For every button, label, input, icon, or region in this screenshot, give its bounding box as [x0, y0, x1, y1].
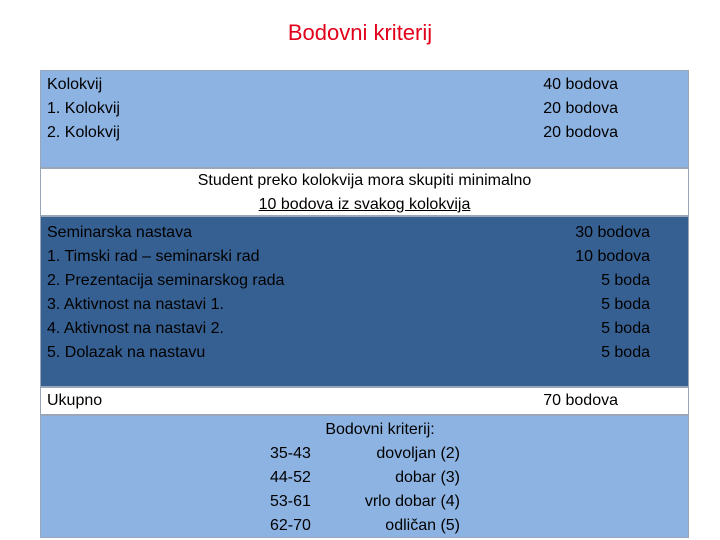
seminar-heading-points: 30 bodova [575, 224, 650, 241]
grading-range: 35-43 [270, 445, 311, 462]
grading-range: 44-52 [270, 469, 311, 486]
kolokvij-item-2-points: 20 bodova [543, 124, 618, 141]
kolokvij-heading-points: 40 bodova [543, 76, 618, 93]
grading-grade: dovoljan (2) [376, 445, 460, 462]
note-line-1: Student preko kolokvija mora skupiti minimalno [197, 172, 532, 189]
seminar-panel [40, 216, 689, 387]
grading-grade: dobar (3) [395, 469, 460, 486]
kolokvij-item-2: 2. Kolokvij [47, 124, 120, 141]
grading-range: 62-70 [270, 517, 311, 534]
seminar-item-3: 3. Aktivnost na nastavi 1. [47, 296, 224, 313]
seminar-heading: Seminarska nastava [47, 224, 192, 241]
grading-heading: Bodovni kriterij: [325, 421, 435, 438]
grading-grade: vrlo dobar (4) [364, 493, 460, 510]
seminar-item-2: 2. Prezentacija seminarskog rada [47, 272, 285, 289]
kolokvij-panel [40, 70, 689, 168]
seminar-item-1-points: 10 bodova [575, 248, 650, 265]
total-points: 70 bodova [543, 392, 618, 409]
seminar-item-4-points: 5 boda [601, 320, 650, 337]
grading-range: 53-61 [270, 493, 311, 510]
seminar-item-1: 1. Timski rad – seminarski rad [47, 248, 260, 265]
total-label: Ukupno [47, 392, 103, 409]
kolokvij-item-1-points: 20 bodova [543, 100, 618, 117]
minimum-note [40, 168, 689, 216]
seminar-item-4: 4. Aktivnost na nastavi 2. [47, 320, 224, 337]
seminar-item-5: 5. Dolazak na nastavu [47, 344, 206, 361]
seminar-item-5-points: 5 boda [601, 344, 650, 361]
seminar-item-3-points: 5 boda [601, 296, 650, 313]
grading-panel [40, 415, 689, 538]
seminar-item-2-points: 5 boda [601, 272, 650, 289]
kolokvij-heading: Kolokvij [47, 76, 103, 93]
kolokvij-item-1: 1. Kolokvij [47, 100, 120, 117]
page-title: Bodovni kriterij [287, 20, 433, 45]
total-panel [40, 387, 689, 415]
grading-grade: odličan (5) [385, 517, 460, 534]
note-line-2: 10 bodova iz svakog kolokvija [258, 196, 471, 213]
